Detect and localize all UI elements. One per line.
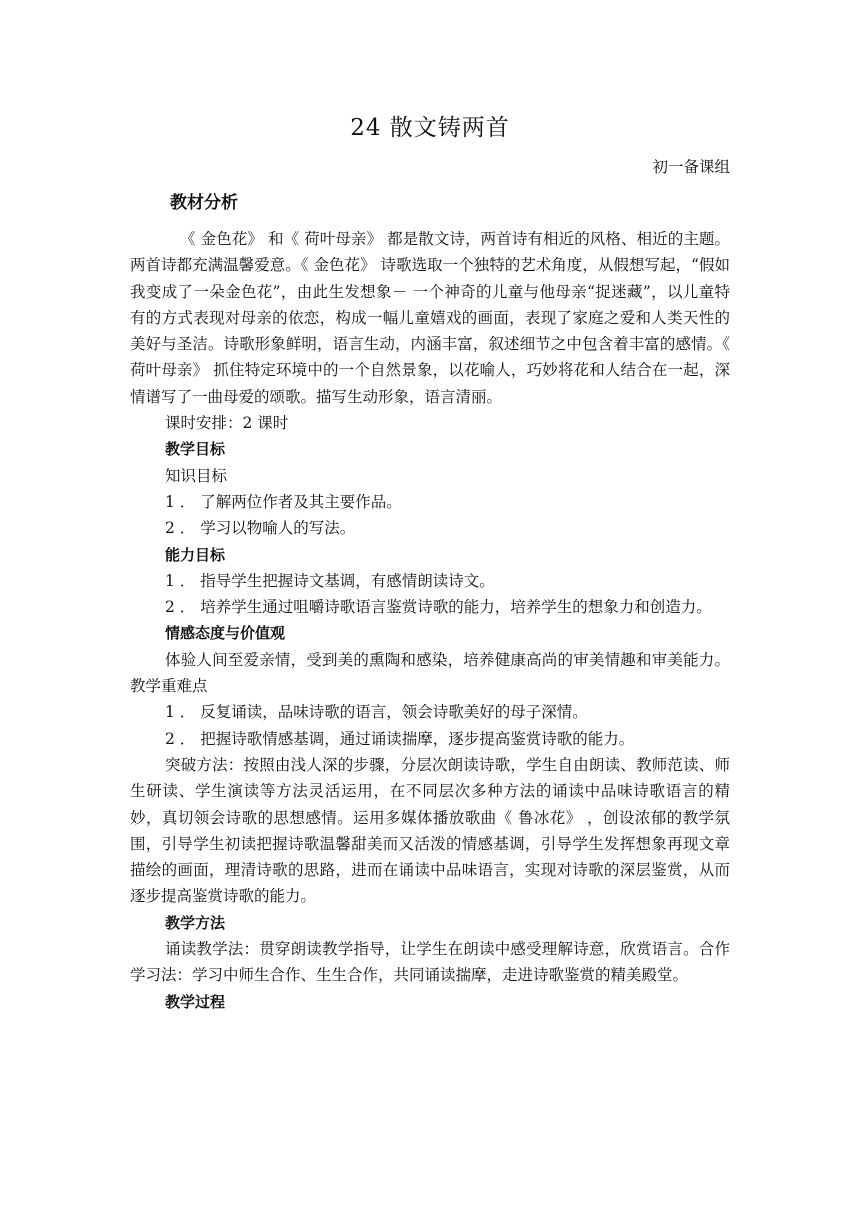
methods-paragraph: 诵读教学法：贯穿朗读教学指导，让学生在朗读中感受理解诗意，欣赏语言。合作学习法：学习中师生合作、生生合作，共同诵读揣摩，走进诗歌鉴赏的精美殿堂。 [130,940,730,985]
section-heading-methods: 教学方法 [165,913,226,932]
ability-goals-label: 能力目标 [165,545,226,564]
ability-goal-item: 2 ． 培养学生通过咀嚼诗歌语言鉴赏诗歌的能力，培养学生的想象力和创造力。 [165,598,712,617]
author-line: 初一备课组 [652,158,730,176]
section-heading-goals: 教学目标 [165,440,226,459]
knowledge-goal-item: 1 ． 了解两位作者及其主要作品。 [165,492,402,511]
section-heading-material: 教材分析 [170,193,238,213]
schedule-line: 课时安排：2 课时 [165,414,289,433]
document-title: 24 散文铸两首 [350,115,510,141]
emotion-paragraph: 体验人间至爱亲情，受到美的熏陶和感染，培养健康高尚的审美情趣和审美能力。教学重难点 [130,650,730,696]
key-point-item: 1 ． 反复诵读，品味诗歌的语言，领会诗歌美好的母子深情。 [165,703,588,722]
material-paragraph: 《 金色花》 和《 荷叶母亲》 都是散文诗，两首诗有相近的风格、相近的主题。两首诗都充满温馨爱意。《 金色花》 诗歌选取一个独特的艺术角度，从假想写起，“假如我变成了一朵金色花”，由此生发想象－ 一个神奇的儿童与他母亲“捉迷藏”，以儿童特有的方式表现对母亲的依恋，构成一幅儿童嬉戏的画面，表现了家庭之爱和人类天性的美好与圣洁。诗歌形象鲜明，语言生动，内涵丰富，叙述细节之中包含着丰富的感情。《 荷叶母亲》 抓住特定环境中的一个自然景象，以花喻人，巧妙将花和人结合在一起，深情谱写了一曲母爱的颂歌。描写生动形象，语言清丽。 [130,230,730,406]
knowledge-goal-item: 2 ． 学习以物喻人的写法。 [165,519,356,538]
section-heading-process: 教学过程 [165,992,226,1011]
ability-goal-item: 1 ． 指导学生把握诗文基调，有感情朗读诗文。 [165,571,495,590]
document-page [130,108,730,1015]
emotion-goals-label: 情感态度与价值观 [165,624,286,643]
knowledge-goals-label: 知识目标 [165,466,228,485]
key-point-item: 2 ． 把握诗歌情感基调，通过诵读揣摩，逐步提高鉴赏诗歌的能力。 [165,729,635,748]
breakthrough-paragraph: 突破方法：按照由浅人深的步骤，分层次朗读诗歌，学生自由朗读、教师范读、师生研读、学生演读等方法灵活运用，在不同层次多种方法的诵读中品味诗歌语言的精妙，真切领会诗歌的思想感情。运用多媒体播放歌曲《 鲁冰花》 ，创设浓郁的教学氛围，引导学生初读把握诗歌温馨甜美而又活泼的情感基调，引导学生发挥想象再现文章描绘的画面，理清诗歌的思路，进而在诵读中品味语言，实现对诗歌的深层鉴赏，从而逐步提高鉴赏诗歌的能力。 [130,755,730,906]
